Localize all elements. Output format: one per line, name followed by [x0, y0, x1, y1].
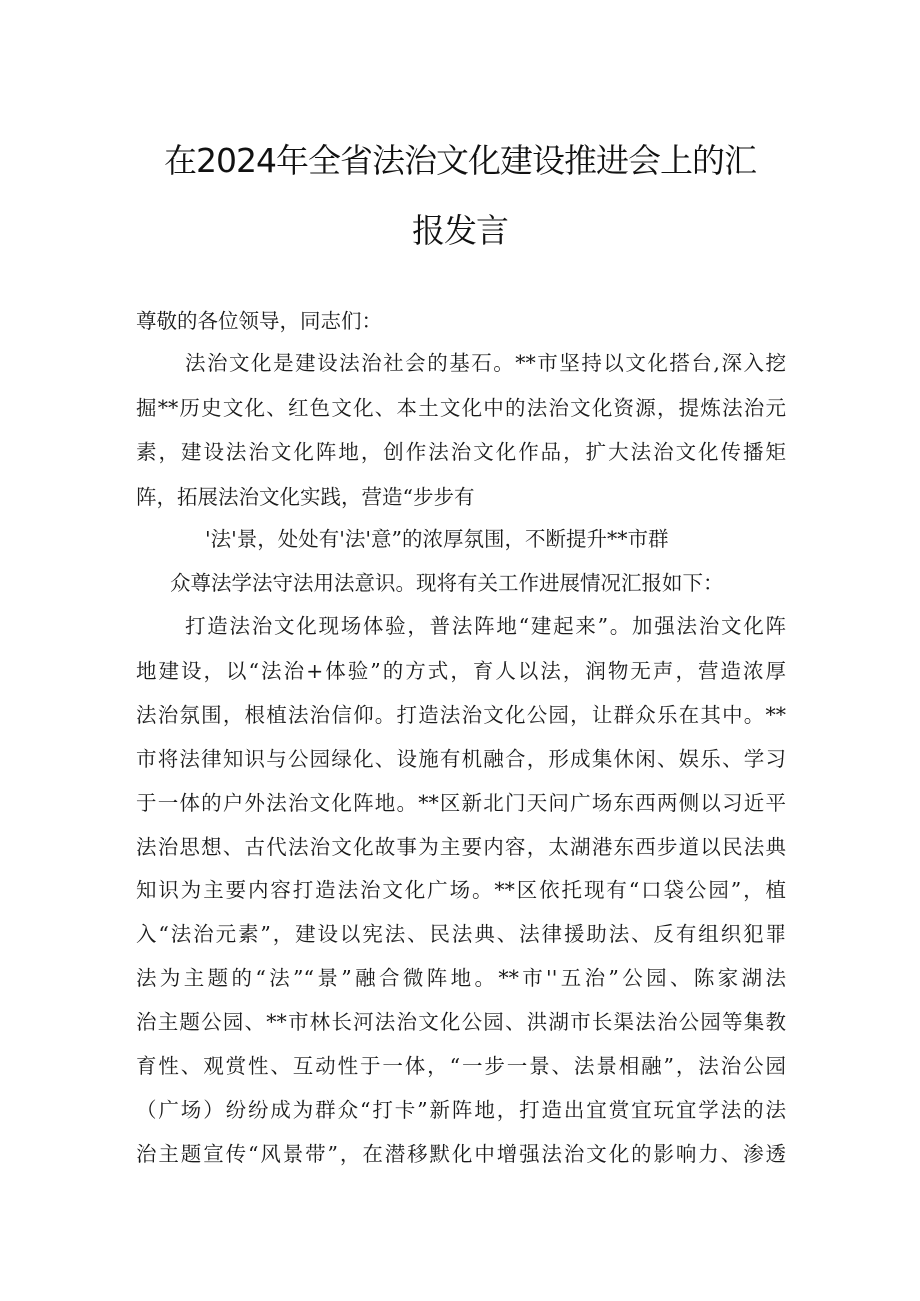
body-line: 治主题宣传“风景带”，在潜移默化中增强法治文化的影响力、渗透 [136, 1142, 786, 1166]
body-line: 治主题公园、**市林长河法治文化公园、洪湖市长渠法治公园等集教 [136, 1010, 786, 1034]
body-line: 法治思想、古代法治文化故事为主要内容，太湖港东西步道以民法典 [136, 835, 786, 859]
salutation: 尊敬的各位领导，同志们： [136, 309, 382, 333]
body-line: 掘**历史文化、红色文化、本土文化中的法治文化资源，提炼法治元 [136, 396, 786, 420]
body-line: 入“法治元素”，建设以宪法、民法典、法律援助法、反有组织犯罪 [136, 922, 786, 946]
body-line: 于一体的户外法治文化阵地。**区新北门天问广场东西两侧以习近平 [136, 791, 786, 815]
document-title-line-2: 报发言 [412, 211, 508, 250]
body-line: 地建设，以“法治+体验”的方式，育人以法，润物无声，营造浓厚 [136, 659, 786, 683]
body-line: 众尊法学法守法用法意识。现将有关工作进展情况汇报如下： [170, 571, 724, 595]
body-line: 市将法律知识与公园绿化、设施有机融合，形成集休闲、娱乐、学习 [136, 747, 786, 771]
body-line: （广场）纷纷成为群众“打卡”新阵地，打造出宜赏宜玩宜学法的法 [136, 1098, 786, 1122]
body-line: 法治氛围，根植法治信仰。打造法治文化公园，让群众乐在其中。** [136, 703, 786, 727]
body-line: 阵，拓展法治文化实践，营造“步步有 [136, 485, 475, 509]
body-line: 素，建设法治文化阵地，创作法治文化作品，扩大法治文化传播矩 [136, 440, 786, 464]
body-line: 知识为主要内容打造法治文化广场。**区依托现有“口袋公园”，植 [136, 878, 786, 902]
document-title-line-1: 在2024年全省法治文化建设推进会上的汇 [164, 141, 756, 180]
body-line: 育性、观赏性、互动性于一体，“一步一景、法景相融”，法治公园 [136, 1054, 786, 1078]
body-line: 法为主题的“法”“景”融合微阵地。**市''五治”公园、陈家湖法 [136, 966, 786, 990]
body-line: 法治文化是建设法治社会的基石。**市坚持以文化搭台,深入挖 [185, 351, 786, 375]
body-line: '法'景，处处有'法'意”的浓厚氛围，不断提升**市群 [205, 527, 669, 551]
body-line: 打造法治文化现场体验，普法阵地“建起来”。加强法治文化阵 [185, 614, 786, 638]
